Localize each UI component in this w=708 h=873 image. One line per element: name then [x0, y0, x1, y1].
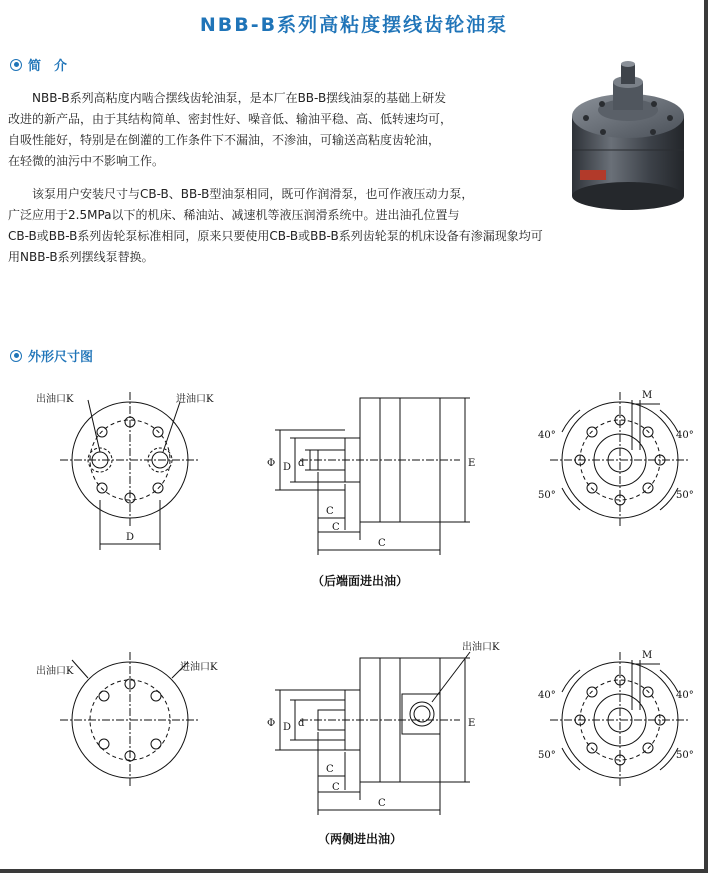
c-label: C — [378, 798, 386, 809]
small-d-label: d — [298, 718, 305, 729]
section-bullet-icon — [10, 350, 22, 362]
drawing-rear-port — [0, 380, 708, 580]
page-title: NBB-B系列高粘度摆线齿轮油泵 — [199, 14, 509, 36]
angle-label: 40° — [676, 430, 694, 441]
caption-rear-port: （后端面进出油） — [312, 574, 409, 588]
small-d-label: d — [298, 458, 305, 469]
intro-line: 自吸性能好，特别是在倒灌的工作条件下不漏油，不渗油，可输送高粘度齿轮油， — [8, 133, 441, 147]
c2-label: C — [332, 522, 340, 533]
outlet-label: 出油口K — [462, 642, 500, 653]
intro-heading — [10, 55, 67, 74]
angle-label: 40° — [538, 430, 556, 441]
c-label: C — [378, 538, 386, 549]
drawing-side-port — [0, 640, 708, 830]
c2-label: C — [332, 782, 340, 793]
intro-paragraph-2 — [8, 184, 543, 268]
angle-label: 40° — [538, 690, 556, 701]
e-label: E — [468, 458, 476, 469]
m-label: M — [642, 650, 653, 661]
c1-label: C — [326, 764, 334, 775]
angle-label: 50° — [538, 490, 556, 501]
outlet-label: 出油口K — [36, 394, 74, 405]
m-label: M — [642, 390, 653, 401]
e-label: E — [468, 718, 476, 729]
inlet-label: 进油口K — [180, 662, 218, 673]
dimensions-heading-text: 外形尺寸图 — [28, 350, 94, 365]
d-label: D — [283, 722, 292, 733]
inlet-label: 进油口K — [176, 394, 214, 405]
intro-line: 广泛应用于2.5MPa以下的机床、稀油站、减速机等液压润滑系统中。进出油孔位置与 — [8, 208, 460, 222]
intro-line: 该泵用户安装尺寸与CB-B、BB-B型油泵相同，既可作润滑泵，也可作液压动力泵， — [8, 187, 474, 201]
dimensions-heading — [10, 346, 93, 365]
intro-line: 用NBB-B系列摆线泵替换。 — [8, 250, 154, 264]
intro-line: 改进的新产品，由于其结构简单、密封性好、噪音低、输油平稳、高、低转速均可， — [8, 112, 453, 126]
angle-label: 40° — [676, 690, 694, 701]
angle-label: 50° — [676, 490, 694, 501]
intro-line: NBB-B系列高粘度内啮合摆线齿轮油泵，是本厂在BB-B摆线油泵的基础上研发 — [8, 91, 447, 105]
section-bullet-icon — [10, 59, 22, 71]
c1-label: C — [326, 506, 334, 517]
pump-nameplate — [580, 170, 606, 180]
d1-label: D — [126, 532, 135, 543]
angle-label: 50° — [676, 750, 694, 761]
intro-line: CB-B或BB-B系列齿轮泵标准相同，原来只要使用CB-B或BB-B系列齿轮泵的机床设备有渗漏现象均可 — [8, 229, 543, 243]
intro-heading-text: 简 介 — [28, 59, 68, 74]
angle-label: 50° — [538, 750, 556, 761]
pump-photo — [558, 60, 698, 210]
caption-side-port: （两侧进出油） — [318, 832, 403, 846]
phi-label: Φ — [267, 718, 276, 729]
d-label: D — [283, 462, 292, 473]
intro-paragraph-1 — [8, 88, 452, 172]
outlet-label: 出油口K — [36, 666, 74, 677]
intro-line: 在轻微的油污中不影响工作。 — [8, 154, 165, 168]
phi-label: Φ — [267, 458, 276, 469]
